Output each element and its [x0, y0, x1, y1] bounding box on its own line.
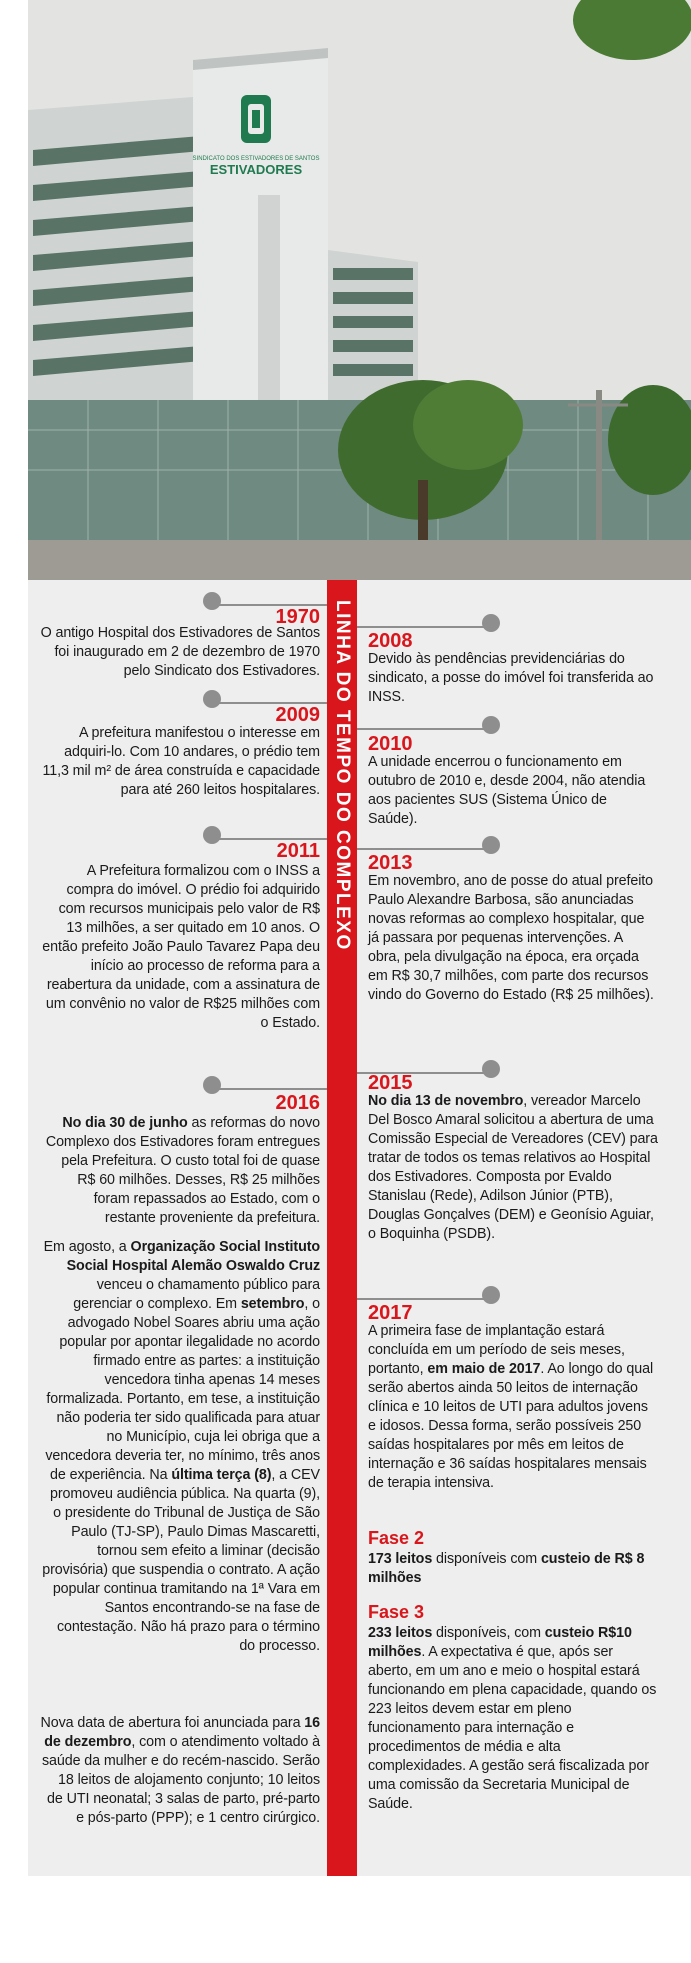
event-2016-aug-c: venceu o chamamento público para gerenciar o complexo. Em — [73, 1277, 320, 1312]
timeline-dot — [482, 716, 500, 734]
event-2015-bold: No dia 13 de novembro — [368, 1093, 524, 1109]
timeline-connector — [357, 848, 489, 850]
phase-2-t1: disponíveis com — [432, 1551, 541, 1567]
event-2016-june-text: as reformas do novo Complexo dos Estivadores foram entregues pela Prefeitura. O custo total foi de quase R$ 60 milhões. Desses, R$ 25 milhões foram repassados ao Estado, com o restante proveniente da prefeitura. — [45, 1115, 320, 1226]
year-2009: 2009 — [275, 704, 320, 726]
year-2008: 2008 — [368, 630, 413, 652]
event-2016-aug-a: Em agosto, a — [43, 1239, 131, 1255]
phase-3-t2: . A expectativa é que, após ser aberto, em um ano e meio o hospital estará funcionando em plena capacidade, quando os 223 leitos devem estar em pleno funcionamento para internação e procedimentos de média e alta complexidades. A gestão será fiscalizada por uma comissão da Secretaria Municipal de Saúde. — [368, 1644, 657, 1812]
phase-2-title: Fase 2 — [368, 1528, 425, 1548]
phase-3-title: Fase 3 — [368, 1602, 425, 1622]
sign-line1: SINDICATO DOS ESTIVADORES DE SANTOS — [192, 156, 320, 162]
event-2015-text: , vereador Marcelo Del Bosco Amaral solicitou a abertura de uma Comissão Especial de Vereadores (CEV) para tratar de todos os temas relativos ao Hospital dos Estivadores. Composta por Evaldo Stanislau (Rede), Adilson Júnior (PTB), Douglas Gonçalves (DEM) e Geonísio Aguiar, o Boquinha (PSDB). — [368, 1093, 658, 1242]
event-2016-december — [40, 1714, 320, 1828]
hospital-building-illustration — [28, 0, 691, 580]
event-2010: A unidade encerrou o funcionamento em outubro de 2010 e, desde 2004, não atendia aos pacientes SUS (Sistema Único de Saúde). — [368, 754, 646, 827]
timeline-dot — [482, 614, 500, 632]
year-2016: 2016 — [275, 1092, 320, 1114]
event-2016-aug-f: última terça (8) — [171, 1467, 272, 1483]
timeline-title: LINHA DO TEMPO DO COMPLEXO — [332, 600, 353, 951]
timeline-connector — [357, 728, 489, 730]
event-2016-june-bold: No dia 30 de junho — [62, 1115, 188, 1131]
timeline-dot — [482, 1286, 500, 1304]
year-2010: 2010 — [368, 733, 413, 755]
event-2016-august — [40, 1238, 320, 1656]
phase-3-cost: custeio R$10 milhões — [368, 1625, 632, 1660]
hospital-photo — [28, 0, 691, 580]
phase-2-beds: 173 leitos — [368, 1551, 433, 1567]
event-2016-aug-d: setembro — [240, 1296, 305, 1312]
timeline-connector — [357, 626, 489, 628]
event-2016-aug-b: Organização Social Instituto Social Hospital Alemão Oswaldo Cruz — [66, 1239, 320, 1274]
event-2017-a: A primeira fase de implantação estará concluída em um período de seis meses, portanto, — [368, 1323, 625, 1377]
timeline-connector — [215, 1088, 327, 1090]
event-2016-dec-b: 16 de dezembro — [44, 1715, 320, 1750]
event-2017-b: em maio de 2017 — [427, 1361, 541, 1377]
year-2011: 2011 — [276, 840, 320, 862]
event-2013: Em novembro, ano de posse do atual prefeito Paulo Alexandre Barbosa, são anunciadas novas reformas ao complexo hospitalar, que já passara por pequenas intervenções. A obra, pela divulgação na época, era orçada em R$ 30,7 milhões, com parte dos recursos vindo do Governo do Estado (R$ 25 milhões). — [368, 873, 654, 1003]
year-1970: 1970 — [275, 606, 320, 628]
event-2015 — [368, 1092, 658, 1244]
phase-3-t1: disponíveis, com — [432, 1625, 545, 1641]
event-2011: A Prefeitura formalizou com o INSS a compra do imóvel. O prédio foi adquirido com recursos municipais pelo valor de R$ 13 milhões, a ser quitado em 10 anos. O então prefeito João Paulo Tavarez Papa deu início ao processo de reforma para a reabertura da unidade, com a assinatura de um convênio no valor de R$25 milhões com o Estado. — [42, 863, 320, 1031]
event-2017-c: . Ao longo do qual serão abertos ainda 50 leitos de internação clínica e 10 leitos de UTI para adultos jovens e idosos. Dessa forma, serão possíveis 250 saídas hospitalares por mês em leitos de internação e 36 saídas hospitalares mensais de terapia intensiva. — [368, 1361, 654, 1491]
phase-2-text — [368, 1550, 658, 1588]
event-2008: Devido às pendências previdenciárias do sindicato, a posse do imóvel foi transferida ao INSS. — [368, 651, 654, 705]
phase-2-cost: custeio de R$ 8 milhões — [368, 1551, 645, 1586]
year-2013: 2013 — [368, 852, 413, 874]
timeline-dot — [482, 836, 500, 854]
event-2017 — [368, 1322, 658, 1493]
event-2016-dec-a: Nova data de abertura foi anunciada para — [40, 1715, 305, 1731]
phase-3-text — [368, 1624, 658, 1814]
event-2016-aug-g: , a CEV promoveu audiência pública. Na quarta (9), o presidente do Tribunal de Justiça de São Paulo (TJ-SP), Paulo Dimas Mascaretti, tornou sem efeito a liminar (decisão provisória) que suspendia o contrato. A ação popular continua tramitando na 1ª Vara em Santos encontrando-se na fase de contestação. Não há prazo para o término do processo. — [42, 1467, 320, 1654]
sign-line2: ESTIVADORES — [209, 162, 303, 177]
year-2015: 2015 — [368, 1072, 413, 1094]
timeline-connector — [357, 1298, 489, 1300]
event-2016-june — [40, 1114, 320, 1228]
phase-3-beds: 233 leitos — [368, 1625, 433, 1641]
event-2009: A prefeitura manifestou o interesse em adquiri-lo. Com 10 andares, o prédio tem 11,3 mil m² de área construída e capacidade para até 260 leitos hospitalares. — [42, 725, 320, 798]
event-2016-dec-c: , com o atendimento voltado à saúde da mulher e do recém-nascido. Serão 18 leitos de alojamento conjunto; 10 leitos de UTI neonatal; 3 salas de parto, pré-parto e pós-parto (PPP); e 1 centro cirúrgico. — [41, 1734, 320, 1826]
timeline-dot — [482, 1060, 500, 1078]
year-2017: 2017 — [368, 1302, 413, 1324]
event-2016-aug-e: , o advogado Nobel Soares abriu uma ação popular por apontar ilegalidade no acordo firmado entre as partes: a instituição vencedora tinha apenas 14 meses formalizada. Portanto, em tese, a instituição não poderia ter sido qualificada para atuar no Município, cuja lei obriga que a vencedora deveria ter, no mínimo, três anos de experiência. Na — [45, 1296, 320, 1483]
event-1970: O antigo Hospital dos Estivadores de Santos foi inaugurado em 2 de dezembro de 1970 pelo Sindicato dos Estivadores. — [40, 625, 320, 679]
